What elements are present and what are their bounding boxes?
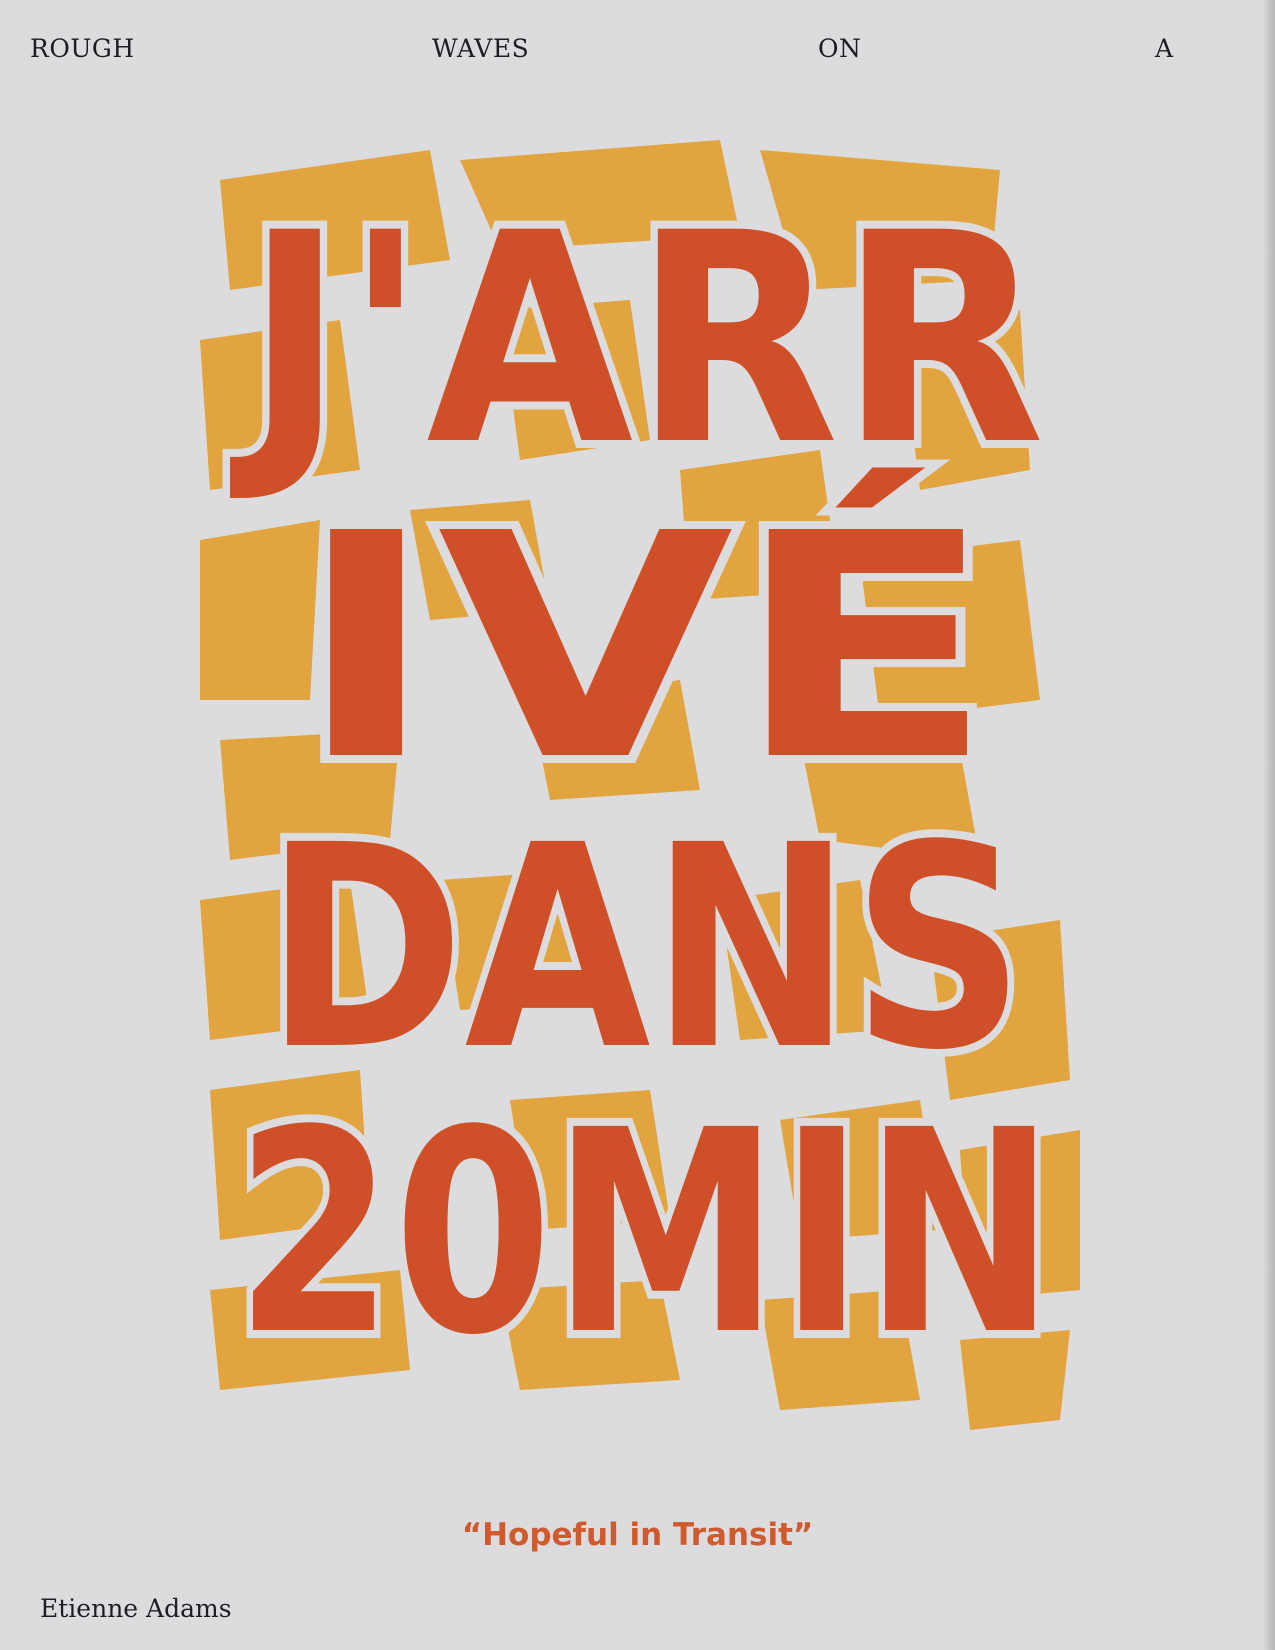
header-word-a: A: [1155, 34, 1174, 63]
lettering-line-2: IVÉ: [295, 468, 863, 829]
header-words: [30, 34, 1180, 74]
author-name: Etienne Adams: [40, 1594, 232, 1623]
subtitle-quote: “Hopeful in Transit”: [461, 1517, 814, 1553]
lettering-svg: [200, 140, 1090, 1440]
lettering-line-1: J'ARR: [228, 172, 1046, 509]
header-word-on: ON: [818, 34, 862, 63]
lettering-line-4: 20MIN: [235, 1071, 1055, 1397]
header-word-rough: ROUGH: [30, 34, 135, 63]
lettering-line-3: DANS: [265, 786, 1025, 1112]
page-edge-shadow: [1263, 0, 1275, 1650]
header-word-waves: WAVES: [432, 34, 530, 63]
lettering-artwork: [200, 140, 1090, 1440]
